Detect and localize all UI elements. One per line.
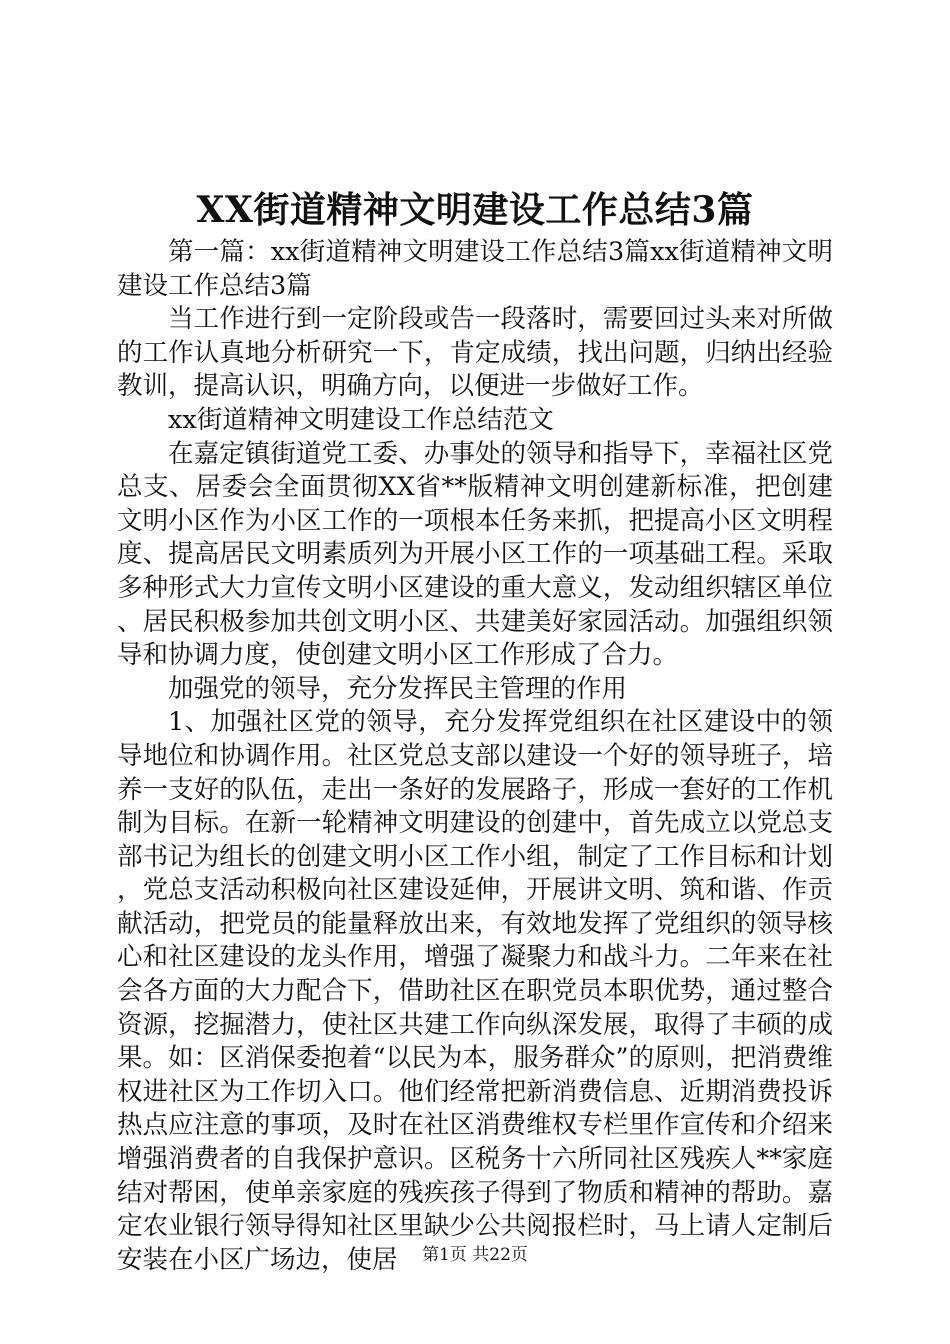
paragraph: 1、加强社区党的领导，充分发挥党组织在社区建设中的领导地位和协调作用。社区党总支部以建设一个好的领导班子，培养一支好的队伍，走出一条好的发展路子，形成一套好的工作机制为目标。在新一轮精神文明建设的创建中，首先成立以党总支部书记为组长的创建文明小区工作小组，制定了工作目标和计划，党总支活动积极向社区建设延伸，开展讲文明、筑和谐、作贡献活动，把党员的能量释放出来，有效地发挥了党组织的领导核心和社区建设的龙头作用，增强了凝聚力和战斗力。二年来在社会各方面的大力配合下，借助社区在职党员本职优势，通过整合资源，挖掘潜力，使社区共建工作向纵深发展，取得了丰硕的成果。如：区消保委抱着“以民为本，服务群众”的原则，把消费维权进社区为工作切入口。他们经常把新消费信息、近期消费投诉热点应注意的事项，及时在社区消费维权专栏里作宣传和介绍来增强消费者的自我保护意识。区税务十六所同社区残疾人**家庭结对帮困，使单亲家庭的残疾孩子得到了物质和精神的帮助。嘉定农业银行领导得知社区里缺少公共阅报栏时，马上请人定制后安装在小区广场边，使居	[117, 707, 833, 1275]
page-footer: 第1页 共22页	[422, 1245, 528, 1265]
paragraph: 当工作进行到一定阶段或告一段落时，需要回过头来对所做的工作认真地分析研究一下，肯定成绩，找出问题，归纳出经验教训，提高认识，明确方向，以便进一步做好工作。	[117, 304, 833, 402]
document-title: XX街道精神文明建设工作总结3篇	[196, 189, 754, 231]
paragraph: xx街道精神文明建设工作总结范文	[168, 404, 554, 435]
paragraph: 在嘉定镇街道党工委、办事处的领导和指导下，幸福社区党总支、居委会全面贯彻XX省**版精神文明创建新标准，把创建文明小区作为小区工作的一项根本任务来抓，把提高小区文明程度、提高居民文明素质列为开展小区工作的一项基础工程。采取多种形式大力宣传文明小区建设的重大意义，发动组织辖区单位、居民积极参加共创文明小区、共建美好家园活动。加强组织领导和协调力度，使创建文明小区工作形成了合力。	[117, 438, 833, 671]
paragraph: 第一篇：xx街道精神文明建设工作总结3篇xx街道精神文明建设工作总结3篇	[117, 237, 833, 301]
document-body	[117, 236, 833, 1277]
paragraph: 加强党的领导，充分发挥民主管理的作用	[168, 673, 628, 704]
